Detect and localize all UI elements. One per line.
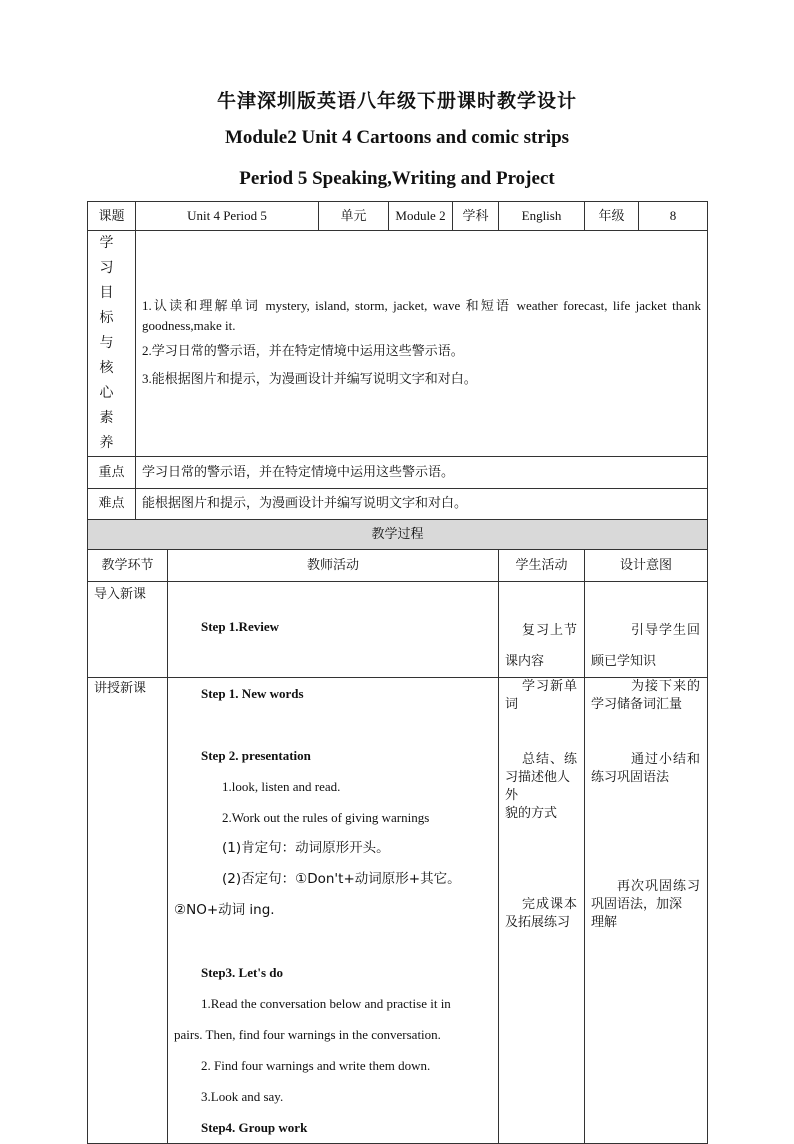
student-intro-line: 复习上节 bbox=[521, 623, 578, 638]
process-title-row bbox=[88, 520, 708, 550]
spacer bbox=[591, 842, 701, 860]
key-point-row bbox=[88, 457, 708, 489]
spacer bbox=[591, 824, 701, 842]
process-title: 教学过程 bbox=[88, 520, 708, 550]
grade-label: 年级 bbox=[585, 202, 639, 231]
intent-line: 练习巩固语法 bbox=[591, 769, 670, 785]
goal-item: 1.认读和理解单词 mystery, island, storm, jacket, wave 和短语 weather forecast, life jacket thank goodness,make it. bbox=[142, 297, 701, 333]
spacer bbox=[591, 860, 701, 878]
step-line: (1)肯定句：动词原形开头。 bbox=[222, 840, 390, 856]
intent-intro-line: 顾已学知识 bbox=[591, 654, 657, 669]
step-line: pairs. Then, find four warnings in the conversation. bbox=[174, 1027, 441, 1042]
unit-label: 单元 bbox=[319, 202, 389, 231]
student-intro bbox=[499, 582, 585, 678]
process-row-teach bbox=[88, 678, 708, 1144]
step-line: 1.Read the conversation below and practise it in bbox=[201, 996, 451, 1011]
spacer bbox=[505, 824, 578, 842]
spacer bbox=[591, 733, 701, 751]
topic-value: Unit 4 Period 5 bbox=[136, 202, 319, 231]
subject-label: 学科 bbox=[453, 202, 499, 231]
goals-content bbox=[136, 231, 708, 457]
goals-label bbox=[88, 231, 136, 457]
spacer bbox=[505, 842, 578, 860]
key-point-value: 学习日常的警示语，并在特定情境中运用这些警示语。 bbox=[136, 457, 708, 489]
unit-value: Module 2 bbox=[389, 202, 453, 231]
teacher-teach bbox=[168, 678, 499, 1144]
goals-label-line: 核 心 bbox=[99, 360, 124, 401]
spacer bbox=[505, 878, 578, 896]
step-lets-do: Step3. Let's do bbox=[201, 965, 283, 980]
intent-line: 再次巩固练习 bbox=[616, 879, 701, 895]
difficulty-value: 能根据图片和提示，为漫画设计并编写说明文字和对白。 bbox=[136, 489, 708, 520]
step-line: 2.Work out the rules of giving warnings bbox=[222, 810, 430, 825]
spacer bbox=[505, 714, 578, 732]
process-header-row bbox=[88, 550, 708, 582]
difficulty-row bbox=[88, 489, 708, 520]
step-line: 2. Find four warnings and write them down. bbox=[201, 1058, 431, 1073]
teacher-intro bbox=[168, 582, 499, 678]
spacer bbox=[174, 709, 492, 740]
student-line: 习描述他人外 bbox=[505, 769, 571, 804]
step-new-words: Step 1. New words bbox=[201, 686, 304, 701]
goals-label-line: 与 bbox=[99, 335, 124, 351]
spacer bbox=[591, 805, 701, 823]
stage-intro: 导入新课 bbox=[88, 582, 168, 678]
key-point-label: 重点 bbox=[88, 457, 136, 489]
student-line: 完成课本 bbox=[521, 897, 578, 913]
intent-line: 巩固语法，加深 bbox=[591, 897, 683, 913]
spacer bbox=[591, 787, 701, 805]
step-line: ②NO+动词 ing. bbox=[174, 902, 275, 918]
spacer bbox=[505, 860, 578, 878]
period-title: Period 5 Speaking,Writing and Project bbox=[239, 168, 555, 189]
intent-intro-line: 引导学生回 bbox=[630, 623, 701, 638]
step-line: 3.Look and say. bbox=[201, 1089, 284, 1104]
intent-intro bbox=[585, 582, 708, 678]
goal-item: 2.学习日常的警示语，并在特定情境中运用这些警示语。 bbox=[142, 342, 464, 358]
spacer bbox=[174, 926, 492, 957]
header-stage: 教学环节 bbox=[88, 550, 168, 582]
step-group-work: Step4. Group work bbox=[201, 1120, 308, 1135]
student-line: 词 bbox=[505, 697, 519, 713]
intent-line: 理解 bbox=[591, 915, 618, 931]
spacer bbox=[591, 714, 701, 732]
spacer bbox=[505, 733, 578, 751]
grade-value: 8 bbox=[639, 202, 708, 231]
intent-line: 学习储备词汇量 bbox=[591, 697, 683, 713]
goals-label-line: 学 习 bbox=[99, 235, 124, 276]
student-line: 及拓展练习 bbox=[505, 915, 571, 931]
intent-line: 为接下来的 bbox=[630, 679, 701, 694]
student-line: 总结、练 bbox=[521, 751, 578, 767]
lesson-plan-table bbox=[87, 201, 708, 1144]
intent-line: 通过小结和 bbox=[630, 751, 701, 767]
document-title: 牛津深圳版英语八年级下册课时教学设计 bbox=[216, 91, 577, 112]
step-review: Step 1.Review bbox=[201, 619, 279, 634]
goals-label-line: 目标 bbox=[99, 285, 124, 326]
module-title: Module2 Unit 4 Cartoons and comic strips bbox=[224, 127, 570, 148]
intent-teach bbox=[585, 678, 708, 1144]
student-intro-line: 课内容 bbox=[505, 654, 545, 669]
stage-teach: 讲授新课 bbox=[88, 678, 168, 1144]
goals-row bbox=[88, 231, 708, 457]
header-teacher: 教师活动 bbox=[168, 550, 499, 582]
topic-label: 课题 bbox=[88, 202, 136, 231]
goal-item: 3.能根据图片和提示，为漫画设计并编写说明文字和对白。 bbox=[142, 370, 477, 386]
difficulty-label: 难点 bbox=[88, 489, 136, 520]
header-student: 学生活动 bbox=[499, 550, 585, 582]
header-intent: 设计意图 bbox=[585, 550, 708, 582]
student-line: 学习新单 bbox=[521, 679, 578, 694]
goals-label-line: 素养 bbox=[99, 410, 124, 451]
process-row-intro bbox=[88, 582, 708, 678]
step-line: (2)否定句：①Don't+动词原形+其它。 bbox=[222, 871, 461, 887]
info-row bbox=[88, 202, 708, 231]
subject-value: English bbox=[499, 202, 585, 231]
step-line: 1.look, listen and read. bbox=[222, 779, 341, 794]
student-line: 貌的方式 bbox=[505, 806, 558, 822]
step-presentation: Step 2. presentation bbox=[201, 748, 311, 763]
student-teach bbox=[499, 678, 585, 1144]
